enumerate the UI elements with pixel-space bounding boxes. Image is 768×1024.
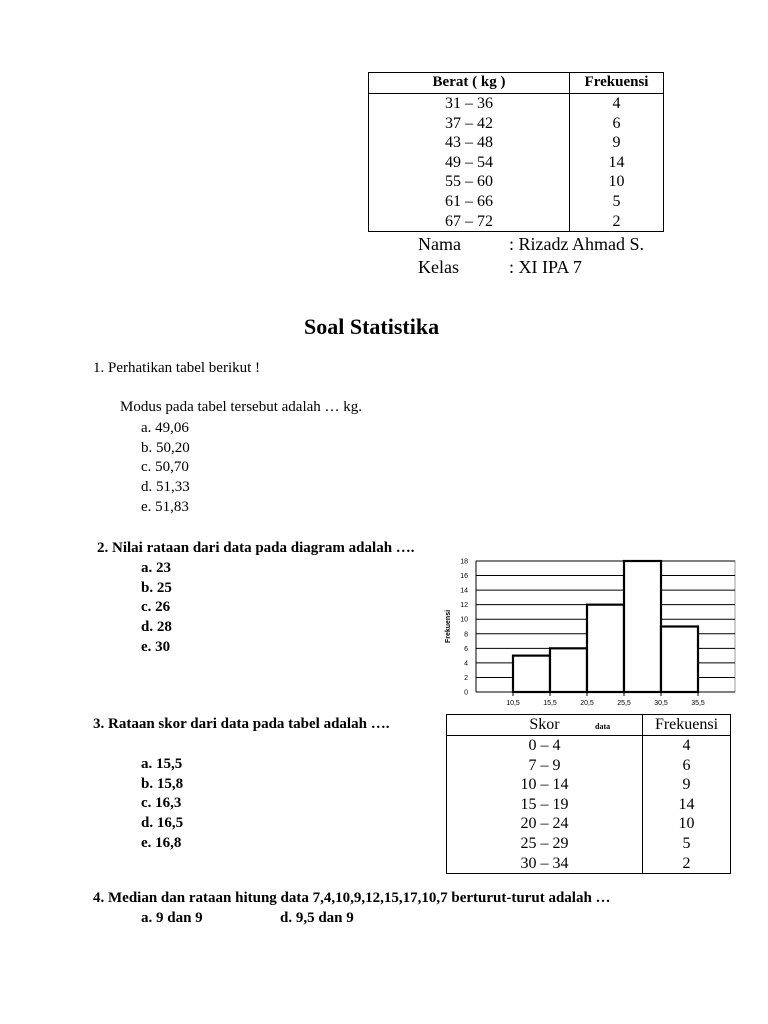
- name-label: Nama: [418, 234, 461, 254]
- range-cell: 0 – 4: [447, 736, 643, 756]
- range-cell: 30 – 34: [447, 854, 643, 874]
- option-b: b. 15,8: [141, 775, 184, 792]
- y-tick-label: 14: [460, 587, 468, 595]
- range-cell: 20 – 24: [447, 814, 643, 834]
- table-row: [447, 775, 731, 795]
- y-tick-label: 8: [464, 631, 468, 639]
- score-frequency-table: [446, 714, 731, 874]
- option-a: a. 49,06: [141, 420, 189, 436]
- table-row: [447, 736, 731, 756]
- frequency-cell: 4: [682, 737, 691, 754]
- data-tag: data: [595, 722, 611, 731]
- table-row: [369, 114, 664, 134]
- name-value: : Rizadz Ahmad S.: [509, 234, 644, 254]
- table-header-row: [369, 73, 664, 94]
- histogram-chart: [430, 532, 738, 712]
- option-c: c. 16,3: [141, 795, 182, 812]
- header-frekuensi: Frekuensi: [643, 715, 731, 736]
- option-b: b. 25: [141, 579, 172, 596]
- header-frekuensi: Frekuensi: [570, 73, 664, 94]
- question-4-option-d: d. 9,5 dan 9: [280, 910, 354, 926]
- option-c: c. 50,70: [141, 459, 189, 476]
- question-2: 2. Nilai rataan dari data pada diagram adalah ….: [97, 540, 415, 556]
- range-cell: 61 – 66: [369, 192, 570, 212]
- header-skor: [447, 715, 643, 736]
- question-3: 3. Rataan skor dari data pada tabel adalah ….: [93, 716, 390, 732]
- table-row: [369, 133, 664, 153]
- range-cell: 37 – 42: [369, 114, 570, 134]
- table-row: [369, 153, 664, 173]
- option-c: c. 26: [141, 599, 171, 616]
- histogram-bar: [661, 627, 698, 693]
- y-tick-label: 0: [464, 689, 468, 697]
- question-2-options: [141, 559, 172, 658]
- class-label: Kelas: [418, 257, 459, 277]
- table-row: [447, 854, 731, 874]
- question-4: 4. Median dan rataan hitung data 7,4,10,9,12,15,17,10,7 berturut-turut adalah …: [93, 890, 611, 906]
- option-e: e. 16,8: [141, 834, 182, 851]
- frequency-cell: 9: [612, 134, 621, 152]
- x-tick-label: 10,5: [506, 700, 520, 707]
- x-tick-label: 30,5: [654, 700, 668, 707]
- question-3-options: [141, 755, 183, 854]
- x-tick-label: 35,5: [691, 700, 705, 707]
- option-d: d. 16,5: [141, 815, 184, 832]
- frequency-cell: 2: [612, 212, 621, 230]
- frequency-cell: 5: [682, 834, 691, 852]
- table-row: [369, 212, 664, 232]
- header-skor-label: Skor: [529, 716, 560, 734]
- question-1-options: [141, 419, 190, 518]
- frequency-cell: 6: [612, 114, 621, 132]
- frequency-cell: 4: [612, 95, 621, 112]
- frequency-cell: 9: [682, 776, 691, 794]
- header-berat: Berat ( kg ): [369, 73, 570, 94]
- question-4-option-a: a. 9 dan 9: [141, 910, 203, 926]
- option-d: d. 28: [141, 619, 172, 636]
- table-row: [447, 834, 731, 854]
- frequency-cell: 5: [612, 192, 621, 210]
- histogram-bar: [587, 605, 624, 692]
- frequency-cell: 14: [608, 153, 625, 171]
- question-1-subtext: Modus pada tabel tersebut adalah … kg.: [120, 399, 363, 415]
- table-row: [369, 192, 664, 212]
- y-axis-label: Frekuensi: [445, 609, 452, 644]
- option-e: e. 51,83: [141, 498, 189, 515]
- table-row: [447, 814, 731, 834]
- table-row: [447, 795, 731, 815]
- y-tick-label: 2: [464, 674, 468, 682]
- option-b: b. 50,20: [141, 439, 190, 456]
- frequency-cell: 6: [682, 756, 691, 774]
- option-a: a. 15,5: [141, 756, 183, 772]
- table-row: [447, 756, 731, 776]
- histogram-bar: [513, 656, 550, 692]
- y-tick-label: 4: [464, 660, 468, 668]
- range-cell: 43 – 48: [369, 133, 570, 153]
- frequency-cell: 10: [678, 815, 695, 833]
- histogram-bar: [624, 561, 661, 692]
- range-cell: 25 – 29: [447, 834, 643, 854]
- range-cell: 7 – 9: [447, 756, 643, 776]
- range-cell: 55 – 60: [369, 172, 570, 192]
- range-cell: 49 – 54: [369, 153, 570, 173]
- page-title: Soal Statistika: [304, 314, 440, 339]
- range-cell: 31 – 36: [369, 94, 570, 114]
- class-value: : XI IPA 7: [509, 257, 582, 277]
- x-tick-label: 25,5: [617, 700, 631, 707]
- x-tick-label: 15,5: [543, 700, 557, 707]
- y-tick-label: 18: [460, 558, 468, 566]
- x-tick-label: 20,5: [580, 700, 594, 707]
- frequency-cell: 14: [678, 795, 695, 813]
- y-tick-label: 6: [464, 645, 468, 653]
- range-cell: 10 – 14: [447, 775, 643, 795]
- option-a: a. 23: [141, 560, 171, 576]
- table-header-row: [447, 715, 731, 736]
- range-cell: 67 – 72: [369, 212, 570, 232]
- question-1: 1. Perhatikan tabel berikut !: [93, 360, 261, 376]
- frequency-cell: 2: [682, 854, 691, 872]
- y-tick-label: 10: [460, 616, 468, 624]
- frequency-cell: 10: [608, 173, 625, 191]
- histogram-bar: [550, 648, 587, 692]
- range-cell: 15 – 19: [447, 795, 643, 815]
- table-row: [369, 94, 664, 114]
- option-d: d. 51,33: [141, 479, 190, 496]
- weight-frequency-table: [368, 72, 664, 232]
- option-e: e. 30: [141, 638, 171, 655]
- table-row: [369, 172, 664, 192]
- y-tick-label: 16: [460, 573, 468, 581]
- y-tick-label: 12: [460, 602, 468, 610]
